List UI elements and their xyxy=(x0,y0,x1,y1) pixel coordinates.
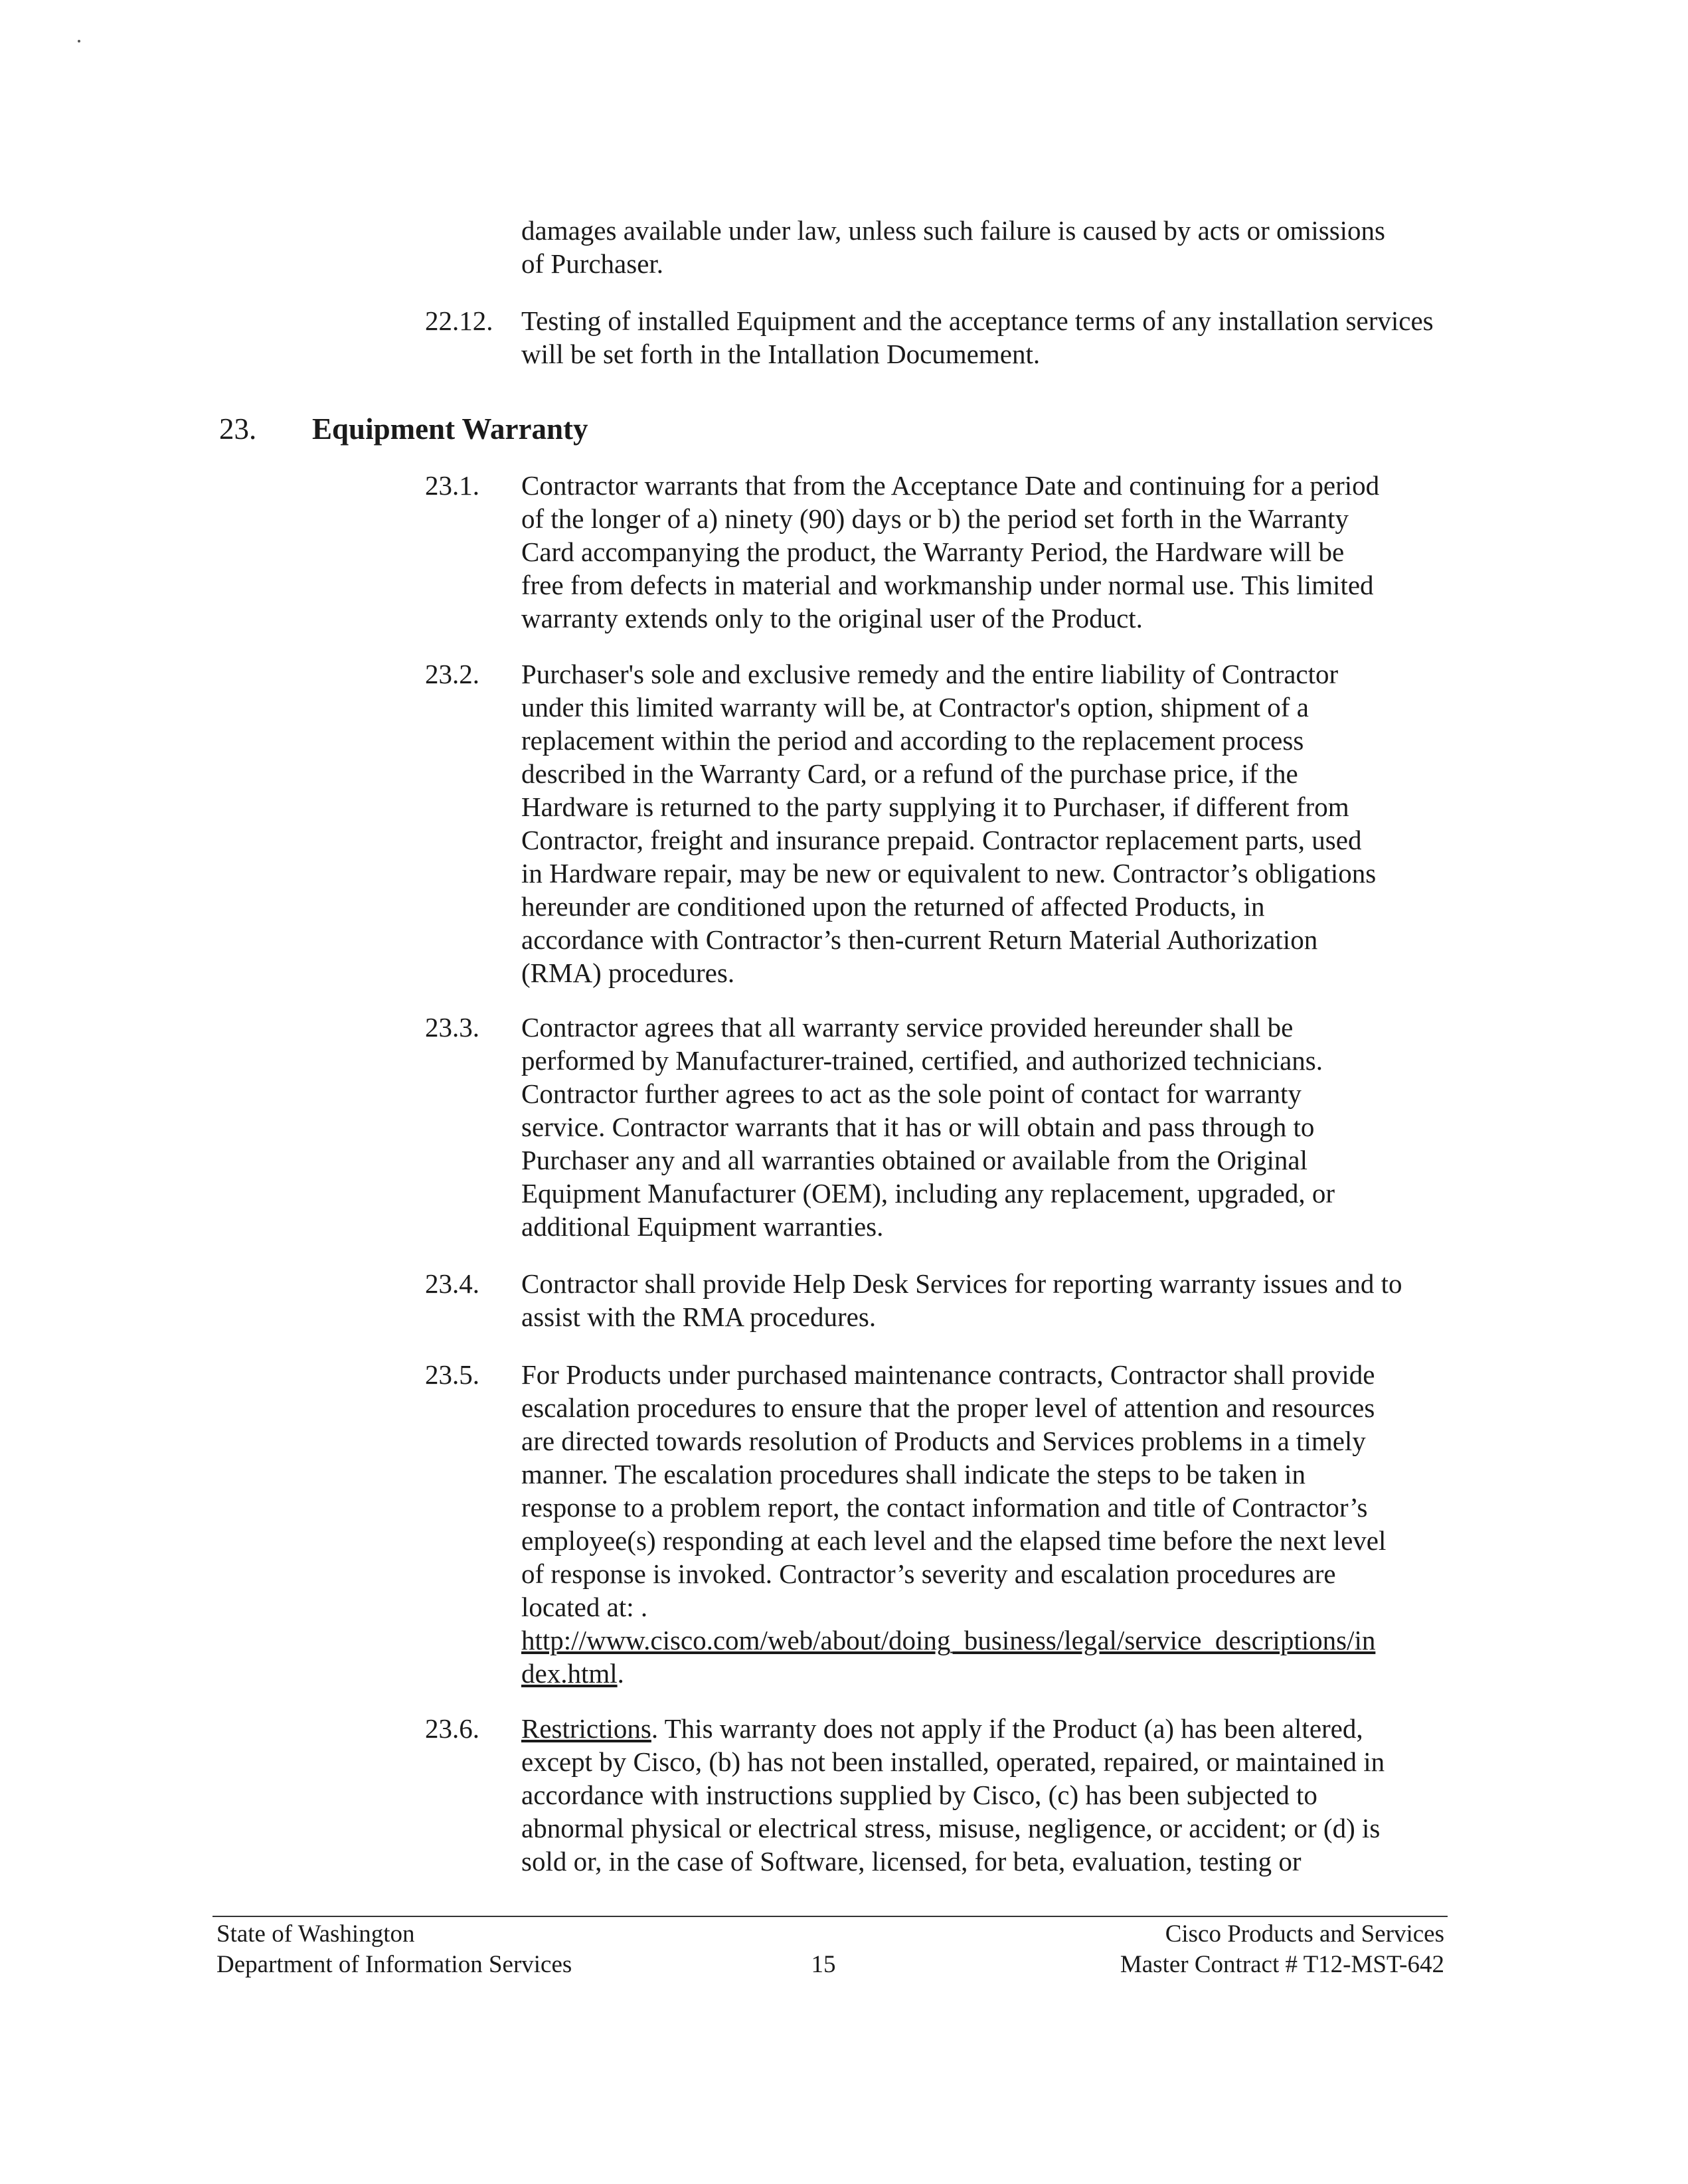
escalation-url-line xyxy=(521,1657,1514,1690)
escalation-procedures-link[interactable]: http://www.cisco.com/web/about/doing_business/legal/service_descriptions/in xyxy=(521,1625,1376,1655)
text-line: are directed towards resolution of Products and Services problems in a timely xyxy=(521,1426,1366,1456)
clause-number: 23.2. xyxy=(425,659,479,689)
clause-23-2 xyxy=(425,657,1514,989)
footer-divider xyxy=(212,1916,1448,1917)
text-line: Contractor, freight and insurance prepaid. Contractor replacement parts, used xyxy=(521,825,1362,855)
clause-number: 23.4. xyxy=(425,1268,479,1299)
section-title: Equipment Warranty xyxy=(312,412,588,446)
restrictions-label: Restrictions xyxy=(521,1713,651,1744)
escalation-procedures-link-cont[interactable]: dex.html xyxy=(521,1658,618,1689)
text-line: Equipment Manufacturer (OEM), including any replacement, upgraded, or xyxy=(521,1178,1335,1209)
text-line: Testing of installed Equipment and the acceptance terms of any installation services xyxy=(521,305,1434,336)
text-line: of response is invoked. Contractor’s severity and escalation procedures are xyxy=(521,1558,1336,1589)
text-line xyxy=(521,1712,1514,1745)
text-line: described in the Warranty Card, or a refund of the purchase price, if the xyxy=(521,758,1298,789)
page-number: 15 xyxy=(811,1951,836,1978)
clause-body xyxy=(521,1358,1514,1690)
text-line: abnormal physical or electrical stress, misuse, negligence, or accident; or (d) is xyxy=(521,1813,1381,1843)
text-line: employee(s) responding at each level and the elapsed time before the next level xyxy=(521,1525,1387,1556)
clause-number: 23.3. xyxy=(425,1012,479,1043)
text-line: of Purchaser. xyxy=(521,248,664,279)
continuation-paragraph xyxy=(521,214,1504,280)
scan-artifact-dot xyxy=(78,40,80,42)
text-line: hereunder are conditioned upon the returned of affected Products, in xyxy=(521,891,1265,922)
text-line: in Hardware repair, may be new or equivalent to new. Contractor’s obligations xyxy=(521,858,1377,888)
clause-body xyxy=(521,304,1514,371)
clause-22-12 xyxy=(425,304,1514,371)
text-line: located at: . xyxy=(521,1592,648,1622)
clause-23-1 xyxy=(425,469,1514,635)
section-number: 23. xyxy=(219,412,257,446)
clause-number: 23.1. xyxy=(425,470,479,501)
text-line: except by Cisco, (b) has not been installed, operated, repaired, or maintained in xyxy=(521,1746,1385,1777)
text-line: Hardware is returned to the party supplying it to Purchaser, if different from xyxy=(521,792,1349,822)
clause-number: 23.5. xyxy=(425,1359,479,1390)
text-line: escalation procedures to ensure that the proper level of attention and resources xyxy=(521,1392,1375,1423)
clause-body xyxy=(521,1712,1514,1878)
text-line: For Products under purchased maintenance contracts, Contractor shall provide xyxy=(521,1359,1375,1390)
text-line: Card accompanying the product, the Warranty Period, the Hardware will be xyxy=(521,537,1345,567)
text-line: sold or, in the case of Software, licensed, for beta, evaluation, testing or xyxy=(521,1846,1302,1877)
footer-products: Cisco Products and Services xyxy=(1165,1920,1444,1948)
text-line: free from defects in material and workmanship under normal use. This limited xyxy=(521,570,1374,600)
text-line: under this limited warranty will be, at Contractor's option, shipment of a xyxy=(521,692,1309,722)
footer-left xyxy=(216,1919,748,1980)
text-line: service. Contractor warrants that it has or will obtain and pass through to xyxy=(521,1112,1315,1142)
footer-state: State of Washington xyxy=(216,1920,415,1948)
text-line: response to a problem report, the contact information and title of Contractor’s xyxy=(521,1492,1368,1523)
text-line: replacement within the period and according to the replacement process xyxy=(521,725,1304,756)
clause-23-5 xyxy=(425,1358,1514,1690)
text-line: accordance with instructions supplied by Cisco, (c) has been subjected to xyxy=(521,1780,1317,1810)
clause-23-3 xyxy=(425,1011,1514,1243)
footer-department: Department of Information Services xyxy=(216,1951,572,1978)
clause-body xyxy=(521,1267,1514,1333)
clause-body xyxy=(521,657,1514,989)
text-line: accordance with Contractor’s then-current Return Material Authorization xyxy=(521,924,1318,955)
clause-body xyxy=(521,1011,1514,1243)
footer-right xyxy=(983,1919,1444,1980)
text-line: assist with the RMA procedures. xyxy=(521,1302,877,1332)
clause-23-4 xyxy=(425,1267,1514,1333)
clause-number: 23.6. xyxy=(425,1713,479,1744)
url-trailing-period: . xyxy=(617,1658,624,1689)
text-line: damages available under law, unless such failure is caused by acts or omissions xyxy=(521,215,1386,246)
text-line: Purchaser any and all warranties obtained or available from the Original xyxy=(521,1145,1308,1175)
text-line: Contractor shall provide Help Desk Services for reporting warranty issues and to xyxy=(521,1268,1402,1299)
restrictions-text: . This warranty does not apply if the Product (a) has been altered, xyxy=(651,1713,1363,1744)
escalation-url-line xyxy=(521,1624,1514,1657)
text-line: warranty extends only to the original user of the Product. xyxy=(521,603,1143,633)
text-line: will be set forth in the Intallation Documement. xyxy=(521,339,1041,369)
text-line: Contractor agrees that all warranty service provided hereunder shall be xyxy=(521,1012,1294,1043)
clause-number: 22.12. xyxy=(425,305,493,336)
clause-body xyxy=(521,469,1514,635)
section-heading xyxy=(219,410,588,448)
text-line: performed by Manufacturer-trained, certified, and authorized technicians. xyxy=(521,1045,1323,1076)
footer-contract-number: Master Contract # T12-MST-642 xyxy=(1120,1951,1444,1978)
text-line: manner. The escalation procedures shall indicate the steps to be taken in xyxy=(521,1459,1306,1489)
text-line: Purchaser's sole and exclusive remedy and the entire liability of Contractor xyxy=(521,659,1339,689)
text-line: (RMA) procedures. xyxy=(521,958,735,988)
text-line: Contractor warrants that from the Acceptance Date and continuing for a period xyxy=(521,470,1380,501)
text-line: additional Equipment warranties. xyxy=(521,1211,884,1242)
text-line: Contractor further agrees to act as the sole point of contact for warranty xyxy=(521,1078,1302,1109)
clause-23-6 xyxy=(425,1712,1514,1878)
text-line: of the longer of a) ninety (90) days or b) the period set forth in the Warranty xyxy=(521,503,1349,534)
